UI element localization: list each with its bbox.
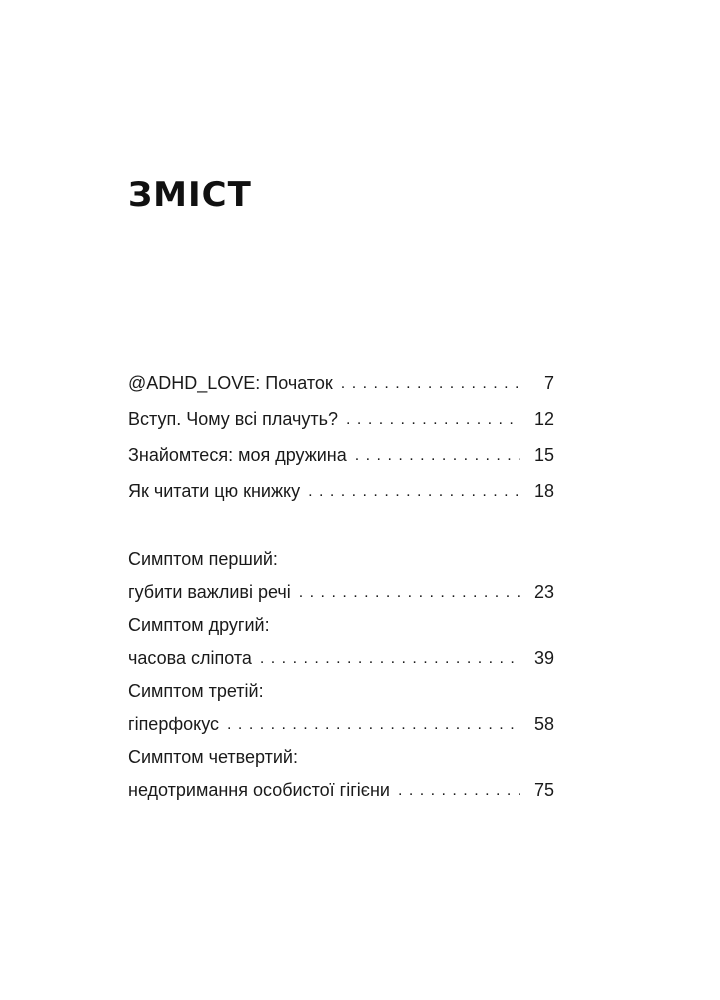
dot-leader: [398, 774, 520, 808]
toc-entry-title: губити важливі речі: [128, 582, 291, 602]
dot-leader: [346, 402, 520, 438]
toc-entry-page: 75: [533, 780, 554, 800]
toc-entry[interactable]: [128, 401, 554, 437]
toc-entry-title: Вступ. Чому всі плачуть?: [128, 409, 339, 429]
toc-entry-heading: Симптом третій:: [128, 681, 264, 701]
toc-entry[interactable]: [128, 473, 554, 509]
table-of-contents: [128, 365, 554, 807]
toc-entry-page: 23: [533, 582, 554, 602]
toc-entry[interactable]: [128, 543, 554, 609]
toc-entry[interactable]: [128, 675, 554, 741]
toc-group-symptoms: [128, 543, 554, 807]
dot-leader: [355, 438, 520, 474]
toc-group-intro: [128, 365, 554, 509]
toc-entry-title: Знайомтеся: моя дружина: [128, 445, 347, 465]
toc-entry-title: недотримання особистої гігієни: [128, 780, 390, 800]
toc-entry-page: 58: [533, 714, 554, 734]
dot-leader: [341, 366, 520, 402]
toc-entry-page: 12: [533, 409, 554, 429]
toc-entry-page: 39: [533, 648, 554, 668]
toc-entry[interactable]: [128, 741, 554, 807]
dot-leader: [299, 576, 520, 610]
toc-entry-heading: Симптом другий:: [128, 615, 270, 635]
toc-entry-page: 15: [533, 445, 554, 465]
toc-entry-title: @ADHD_LOVE: Початок: [128, 373, 333, 393]
toc-entry-page: 18: [533, 481, 554, 501]
dot-leader: [260, 642, 520, 676]
dot-leader: [227, 708, 520, 742]
page-title: ЗМІСТ: [128, 175, 252, 215]
toc-entry-heading: Симптом четвертий:: [128, 747, 298, 767]
dot-leader: [308, 474, 520, 510]
toc-entry-page: 7: [543, 373, 554, 393]
toc-entry-title: гіперфокус: [128, 714, 220, 734]
toc-entry[interactable]: [128, 437, 554, 473]
toc-entry-heading: Симптом перший:: [128, 549, 278, 569]
toc-entry-title: часова сліпота: [128, 648, 252, 668]
toc-entry[interactable]: [128, 365, 554, 401]
toc-entry[interactable]: [128, 609, 554, 675]
toc-entry-title: Як читати цю книжку: [128, 481, 301, 501]
